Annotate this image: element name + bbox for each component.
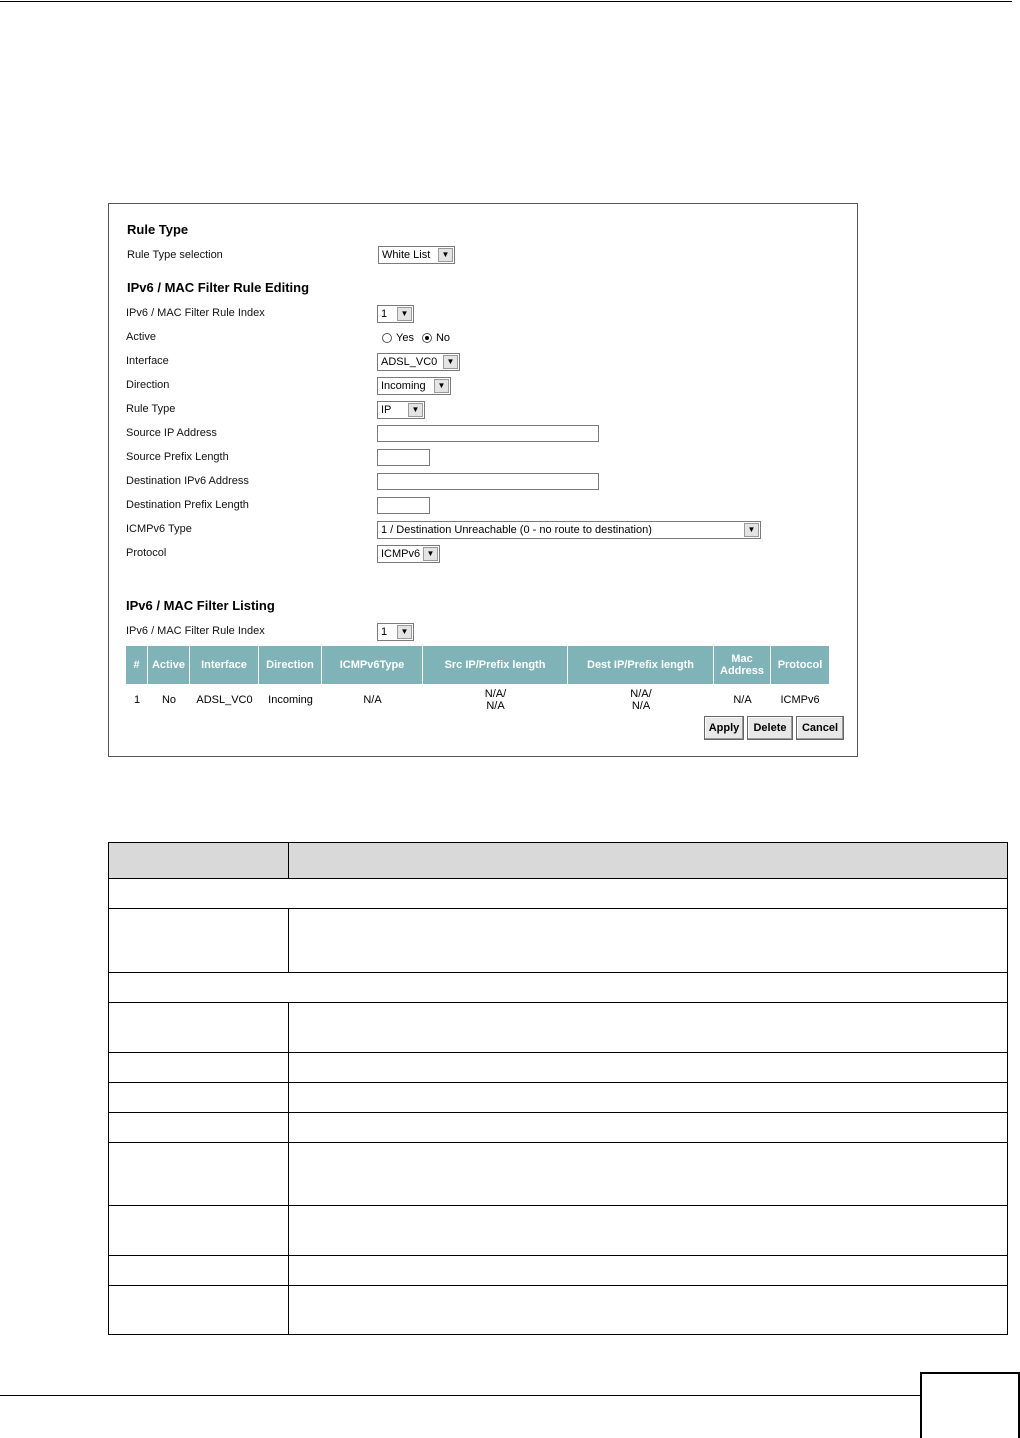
table-row [109,1003,1008,1053]
table-cell [289,909,1008,973]
chevron-down-icon: ▼ [434,379,449,393]
chevron-down-icon: ▼ [408,403,423,417]
table-cell [109,909,289,973]
interface-value: ADSL_VC0 [381,356,438,368]
rule-type-label: Rule Type [126,403,176,415]
active-no-radio[interactable] [422,333,432,343]
direction-value: Incoming [381,380,426,392]
rule-editing-title: IPv6 / MAC Filter Rule Editing [127,280,310,295]
column-header: Src IP/Prefix length [423,646,568,684]
table-cell: 1 [133,694,141,706]
chevron-down-icon: ▼ [744,523,759,537]
active-no-label: No [435,332,451,344]
table-cell: No [161,694,177,706]
table-header-cell [289,843,1008,879]
table-row [109,909,1008,973]
table-cell [289,1053,1008,1083]
listing-index-value: 1 [381,626,388,638]
active-label: Active [126,331,156,343]
rule-type-select-value: White List [382,249,431,261]
column-header: Active [148,646,190,684]
rule-index-value: 1 [381,308,388,320]
table-cell: N/A/ N/A [484,688,507,712]
table-cell [289,1143,1008,1206]
column-header: ICMPv6Type [322,646,423,684]
table-row [109,1143,1008,1206]
rule-type-select[interactable] [378,246,455,264]
table-cell [109,879,1008,909]
protocol-select[interactable] [377,545,440,563]
table-row [126,686,829,714]
table-row [109,1083,1008,1113]
table-header-cell [109,843,289,879]
chevron-down-icon: ▼ [397,625,412,639]
rule-type-selection-label: Rule Type selection [127,249,223,261]
column-header: Dest IP/Prefix length [568,646,714,684]
table-row [109,1053,1008,1083]
source-ip-label: Source IP Address [126,427,217,439]
chevron-down-icon: ▼ [423,547,438,561]
source-prefix-label: Source Prefix Length [126,451,229,463]
table-cell [289,1003,1008,1053]
table-cell: N/A/ N/A [630,688,652,712]
listing-index-label: IPv6 / MAC Filter Rule Index [126,625,265,637]
direction-select[interactable] [377,377,451,395]
rule-type-title: Rule Type [127,222,189,237]
active-radio-group [382,332,450,344]
column-header: Mac Address [714,646,771,684]
chevron-down-icon: ▼ [438,248,453,262]
listing-table-header [126,646,829,684]
icmp-type-select[interactable] [377,521,761,539]
rule-type-field-value: IP [381,404,392,416]
table-cell [289,1113,1008,1143]
table-cell [109,1256,289,1286]
table-cell [289,1286,1008,1335]
table-cell: ADSL_VC0 [196,694,253,706]
dest-ip-input[interactable] [377,473,599,490]
table-cell: Incoming [268,694,313,706]
table-cell [289,1083,1008,1113]
table-cell [289,1256,1008,1286]
table-row [109,1256,1008,1286]
direction-label: Direction [126,379,170,391]
apply-button[interactable]: Apply [704,716,744,740]
icmp-type-label: ICMPv6 Type [126,523,192,535]
active-yes-label: Yes [396,332,414,344]
table-cell [109,1113,289,1143]
chevron-down-icon: ▼ [443,355,458,369]
filter-screenshot-panel [108,203,858,757]
table-cell [289,1206,1008,1256]
table-cell [109,973,1008,1003]
column-header: Protocol [771,646,829,684]
table-section-row [109,879,1008,909]
dest-prefix-input[interactable] [377,497,430,514]
protocol-value: ICMPv6 [381,548,421,560]
table-cell [109,1003,289,1053]
cancel-button[interactable]: Cancel [796,716,844,740]
rule-index-label: IPv6 / MAC Filter Rule Index [126,307,265,319]
interface-select[interactable] [377,353,460,371]
table-cell [109,1053,289,1083]
source-prefix-input[interactable] [377,449,430,466]
source-ip-input[interactable] [377,425,599,442]
dest-prefix-label: Destination Prefix Length [126,499,249,511]
table-cell [109,1083,289,1113]
listing-title: IPv6 / MAC Filter Listing [126,598,275,613]
active-yes-radio[interactable] [382,333,392,343]
footer-rule [0,1395,1012,1396]
dest-ip-label: Destination IPv6 Address [126,475,249,487]
icmp-type-value: 1 / Destination Unreachable (0 - no route to destination) [381,524,652,536]
table-cell [109,1143,289,1206]
table-row [109,1206,1008,1256]
description-table [108,842,1008,1335]
table-header-row [109,843,1008,879]
interface-label: Interface [126,355,169,367]
header-rule [0,1,1012,2]
rule-type-field-select[interactable] [377,401,425,419]
table-row [109,1286,1008,1335]
table-row [109,1113,1008,1143]
table-cell: N/A [363,694,382,706]
listing-index-select[interactable] [377,623,414,641]
table-cell [109,1286,289,1335]
table-cell: N/A [733,694,752,706]
column-header: # [126,646,148,684]
chevron-down-icon: ▼ [397,307,412,321]
table-section-row [109,973,1008,1003]
table-cell: ICMPv6 [780,694,820,706]
protocol-label: Protocol [126,547,167,559]
column-header: Interface [190,646,259,684]
table-cell [109,1206,289,1256]
column-header: Direction [259,646,322,684]
delete-button[interactable]: Delete [747,716,793,740]
rule-index-select[interactable] [377,305,414,323]
page-number-box [920,1372,1020,1438]
